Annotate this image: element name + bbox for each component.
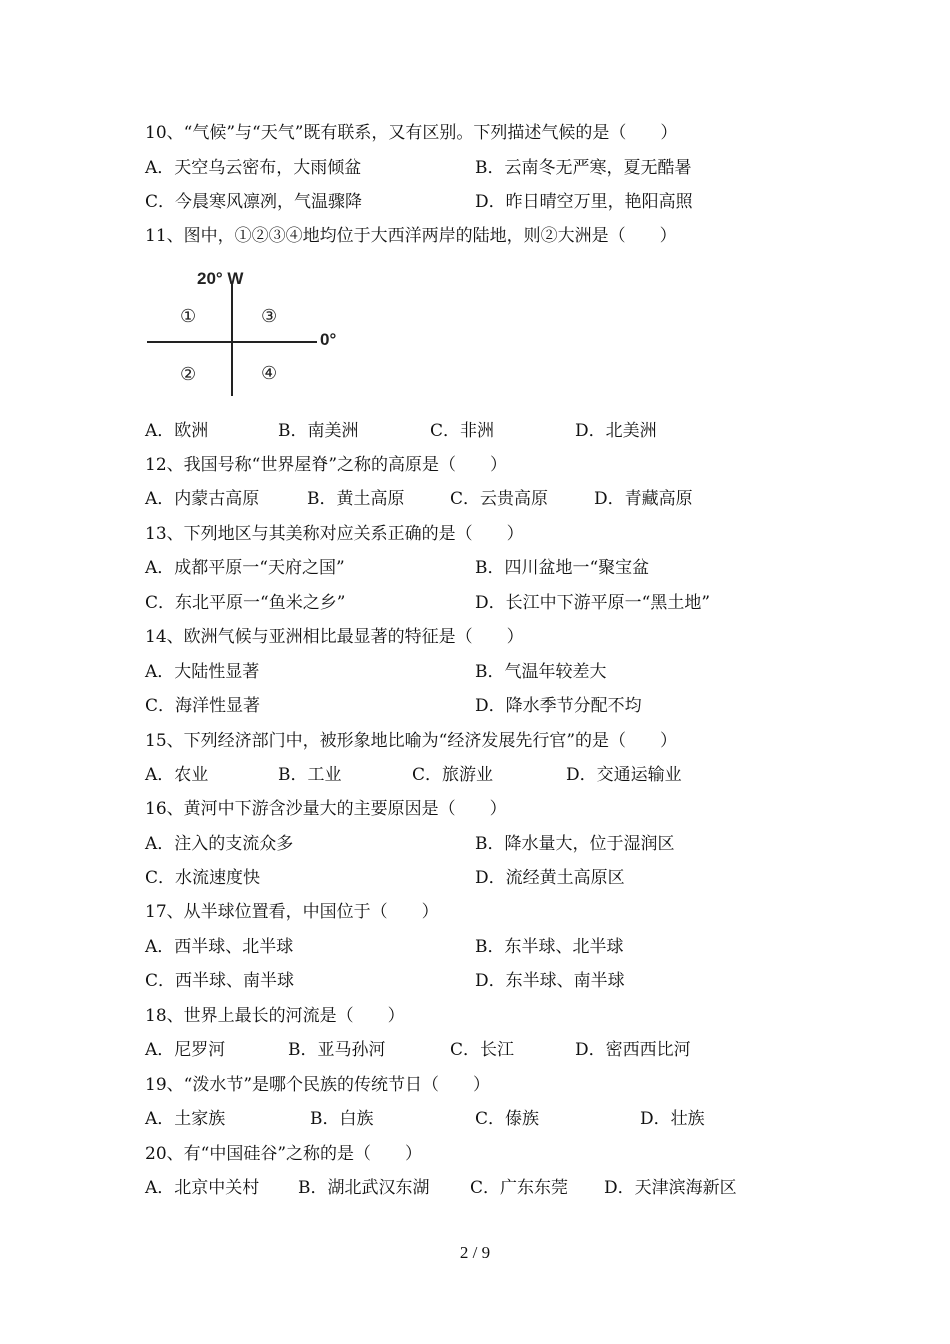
region-2-label: ②	[180, 364, 197, 385]
question-14-option-d: D．降水季节分配不均	[475, 696, 642, 716]
question-12-option-d: D．青藏高原	[594, 489, 693, 509]
question-20-option-b: B．湖北武汉东湖	[298, 1178, 430, 1198]
question-12-option-b: B．黄土高原	[307, 489, 405, 509]
question-15-option-a: A．农业	[145, 765, 209, 785]
question-14-stem: 14、欧洲气候与亚洲相比最显著的特征是（ ）	[145, 627, 524, 647]
question-14-option-b: B．气温年较差大	[475, 662, 607, 682]
question-16-option-c: C．水流速度快	[145, 868, 261, 888]
question-16-option-b: B．降水量大，位于湿润区	[475, 834, 675, 854]
page-number: 2 / 9	[459, 1243, 491, 1262]
question-20-option-d: D．天津滨海新区	[604, 1178, 737, 1198]
question-17-stem: 17、从半球位置看，中国位于（ ）	[145, 902, 439, 922]
question-19-option-c: C．傣族	[475, 1109, 540, 1129]
question-13-option-d: D．长江中下游平原一“黑土地”	[475, 593, 711, 613]
question-17-option-b: B．东半球、北半球	[475, 937, 624, 957]
region-4-label: ④	[261, 363, 278, 384]
question-19-stem: 19、“泼水节”是哪个民族的传统节日（ ）	[145, 1075, 491, 1095]
question-11-option-d: D．北美洲	[575, 421, 657, 441]
question-19-option-a: A．土家族	[145, 1109, 226, 1129]
question-10-option-d: D．昨日晴空万里，艳阳高照	[475, 192, 693, 212]
question-11-stem: 11、图中，①②③④地均位于大西洋两岸的陆地，则②大洲是（ ）	[145, 226, 677, 246]
question-18-option-a: A．尼罗河	[145, 1040, 226, 1060]
question-20-stem: 20、有“中国硅谷”之称的是（ ）	[145, 1144, 423, 1164]
question-14-option-c: C．海洋性显著	[145, 696, 261, 716]
latitude-longitude-figure	[145, 266, 375, 400]
question-20-option-a: A．北京中关村	[145, 1178, 260, 1198]
question-16-option-d: D．流经黄土高原区	[475, 868, 625, 888]
question-13-stem: 13、下列地区与其美称对应关系正确的是（ ）	[145, 524, 524, 544]
question-10-option-b: B．云南冬无严寒，夏无酷暑	[475, 158, 692, 178]
question-17-option-d: D．东半球、南半球	[475, 971, 625, 991]
question-18-option-b: B．亚马孙河	[288, 1040, 386, 1060]
question-12-option-a: A．内蒙古高原	[145, 489, 260, 509]
question-11-option-b: B．南美洲	[278, 421, 359, 441]
question-13-option-c: C．东北平原一“鱼米之乡”	[145, 593, 346, 613]
question-10-stem: 10、“气候”与“天气”既有联系，又有区别。下列描述气候的是（ ）	[145, 123, 678, 143]
question-13-option-b: B．四川盆地一“聚宝盆	[475, 558, 650, 578]
question-10-option-a: A．天空乌云密布，大雨倾盆	[145, 158, 362, 178]
meridian-label: 20° W	[197, 269, 244, 288]
question-10-option-c: C．今晨寒风凛冽，气温骤降	[145, 192, 363, 212]
question-16-stem: 16、黄河中下游含沙量大的主要原因是（ ）	[145, 799, 507, 819]
question-15-stem: 15、下列经济部门中，被形象地比喻为“经济发展先行官”的是（ ）	[145, 731, 678, 751]
question-16-option-a: A．注入的支流众多	[145, 834, 294, 854]
region-3-label: ③	[261, 306, 278, 327]
question-17-option-c: C．西半球、南半球	[145, 971, 295, 991]
question-18-stem: 18、世界上最长的河流是（ ）	[145, 1006, 405, 1026]
question-19-option-b: B．白族	[310, 1109, 374, 1129]
question-15-option-c: C．旅游业	[412, 765, 494, 785]
equator-label: 0°	[320, 330, 337, 349]
question-12-option-c: C．云贵高原	[450, 489, 549, 509]
question-11-option-c: C．非洲	[430, 421, 495, 441]
region-1-label: ①	[180, 306, 197, 327]
question-13-option-a: A．成都平原一“天府之国”	[145, 558, 345, 578]
question-15-option-d: D．交通运输业	[566, 765, 682, 785]
question-14-option-a: A．大陆性显著	[145, 662, 260, 682]
question-15-option-b: B．工业	[278, 765, 342, 785]
question-12-stem: 12、我国号称“世界屋脊”之称的高原是（ ）	[145, 455, 508, 475]
question-18-option-d: D．密西西比河	[575, 1040, 691, 1060]
question-17-option-a: A．西半球、北半球	[145, 937, 294, 957]
question-18-option-c: C．长江	[450, 1040, 515, 1060]
question-19-option-d: D．壮族	[640, 1109, 705, 1129]
question-20-option-c: C．广东东莞	[470, 1178, 569, 1198]
question-11-option-a: A．欧洲	[145, 421, 209, 441]
